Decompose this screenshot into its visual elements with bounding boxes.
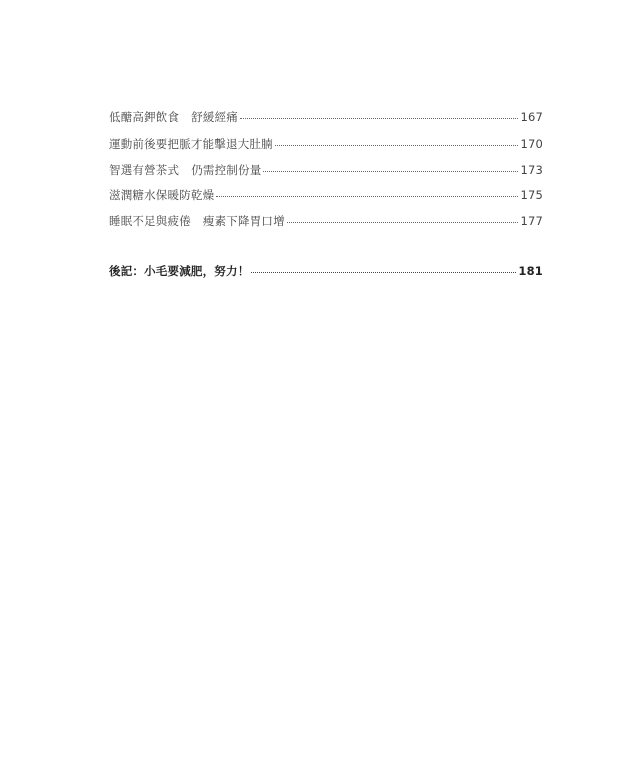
toc-entry[interactable] [109, 187, 543, 203]
toc-entry-title-part: 運動前後要把脈才能擊退大肚腩 [109, 137, 273, 151]
toc-entry-title [109, 162, 261, 178]
toc-entry-subtitle: 仍需控制份量 [191, 163, 262, 177]
toc-entry-title [109, 136, 273, 152]
toc-entry-title-part: 滋潤糖水保暖防乾燥 [109, 188, 215, 202]
toc-entry-title [109, 213, 285, 229]
toc-entry-page-number: 167 [520, 110, 543, 124]
dot-leader [216, 196, 518, 197]
dot-leader [263, 171, 518, 172]
toc-entry-page-number: 175 [520, 188, 543, 202]
toc-entry-title: 後記：小毛要減肥，努力！ [109, 264, 250, 278]
dot-leader [240, 118, 518, 119]
toc-entry-subtitle: 舒緩經痛 [191, 110, 239, 124]
dot-leader [287, 222, 519, 223]
toc-entry-title-part: 低醣高鉀飲食 [109, 110, 180, 124]
toc-entry-page-number: 173 [520, 163, 543, 177]
toc-entry[interactable] [109, 213, 543, 229]
toc-entry[interactable] [109, 162, 543, 178]
toc-entry-page-number: 170 [520, 137, 543, 151]
dot-leader [275, 145, 519, 146]
toc-entry-page-number: 177 [520, 214, 543, 228]
toc-entry-title-part: 智選有營茶式 [109, 163, 180, 177]
toc-entry-title [109, 187, 214, 203]
toc-entry-page-number: 181 [518, 264, 543, 278]
toc-entry-subtitle: 瘦素下降胃口增 [202, 214, 285, 228]
toc-entry-title [109, 109, 238, 125]
toc-entry-title-part: 睡眠不足與疲倦 [109, 214, 191, 228]
toc-entry[interactable] [109, 109, 543, 125]
dot-leader [251, 272, 516, 273]
toc-entry[interactable] [109, 136, 543, 152]
toc-entry-afterword[interactable] [109, 263, 543, 279]
